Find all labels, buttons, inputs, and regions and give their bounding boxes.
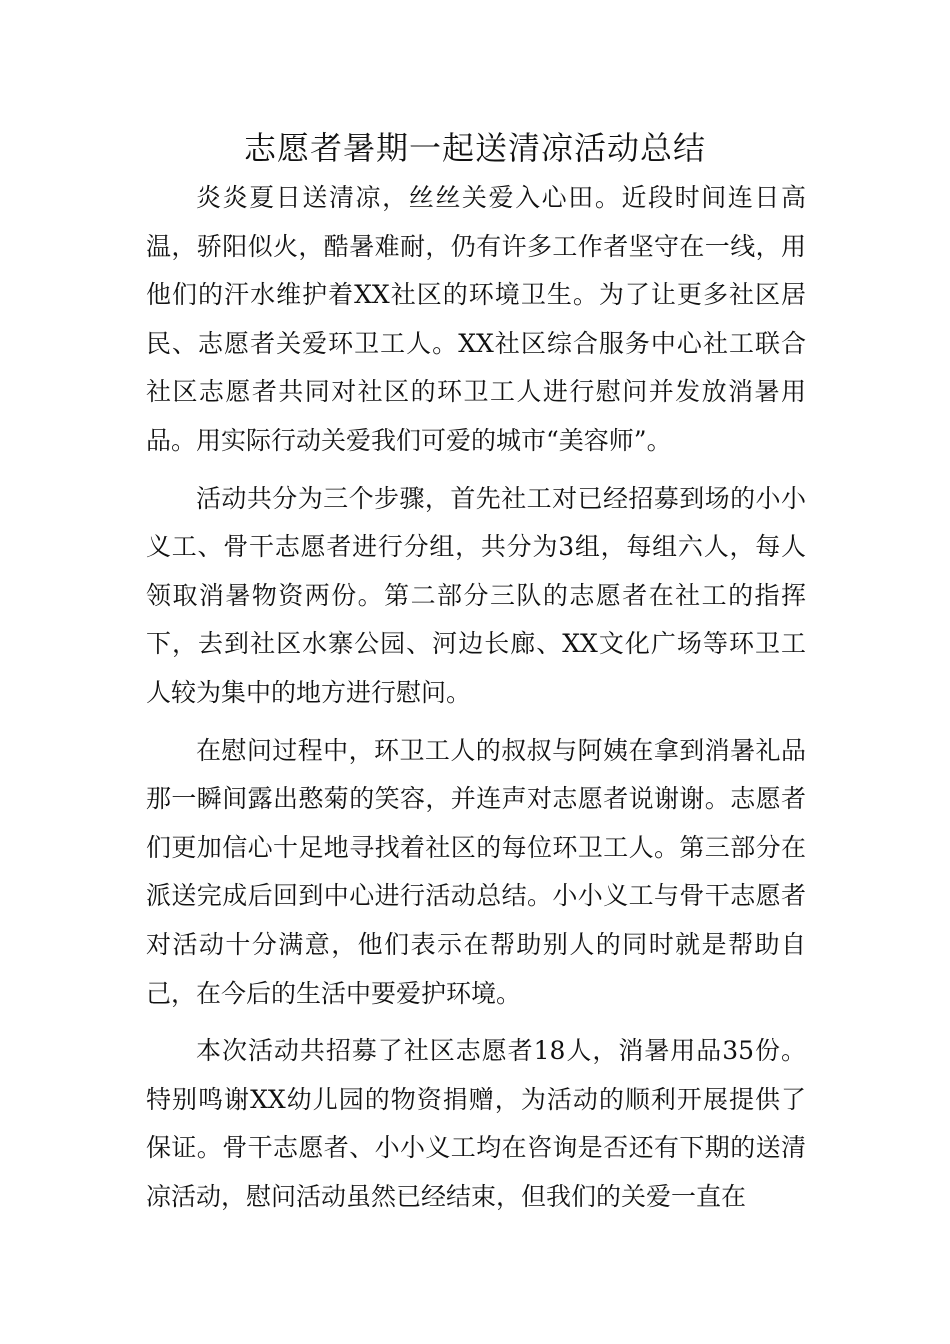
paragraph-2: 活动共分为三个步骤，首先社工对已经招募到场的小小义工、骨干志愿者进行分组，共分为3组，每组六人，每人领取消暑物资两份。第二部分三队的志愿者在社工的指挥下，去到社区水寨公园、河边长廊、XX文化广场等环卫工人较为集中的地方进行慰问。 [146,483,806,707]
paragraph-1: 炎炎夏日送清凉，丝丝关爱入心田。近段时间连日高温，骄阳似火，酷暑难耐，仍有许多工作者坚守在一线，用他们的汗水维护着XX社区的环境卫生。为了让更多社区居民、志愿者关爱环卫工人。XX社区综合服务中心社工联合社区志愿者共同对社区的环卫工人进行慰问并发放消暑用品。用实际行动关爱我们可爱的城市“美容师”。 [146,183,806,455]
paragraph-3: 在慰问过程中，环卫工人的叔叔与阿姨在拿到消暑礼品那一瞬间露出憨菊的笑容，并连声对志愿者说谢谢。志愿者们更加信心十足地寻找着社区的每位环卫工人。第三部分在派送完成后回到中心进行活动总结。小小义工与骨干志愿者对活动十分满意，他们表示在帮助别人的同时就是帮助自己，在今后的生活中要爱护环境。 [146,735,806,1008]
document-title: 志愿者暑期一起送清凉活动总结 [243,129,706,167]
document-body [146,174,806,1221]
paragraph-4: 本次活动共招募了社区志愿者18人，消暑用品35份。特别鸣谢XX幼儿园的物资捐赠，为活动的顺利开展提供了保证。骨干志愿者、小小义工均在咨询是否还有下期的送清凉活动，慰问活动虽然已经结束，但我们的关爱一直在 [146,1036,806,1211]
